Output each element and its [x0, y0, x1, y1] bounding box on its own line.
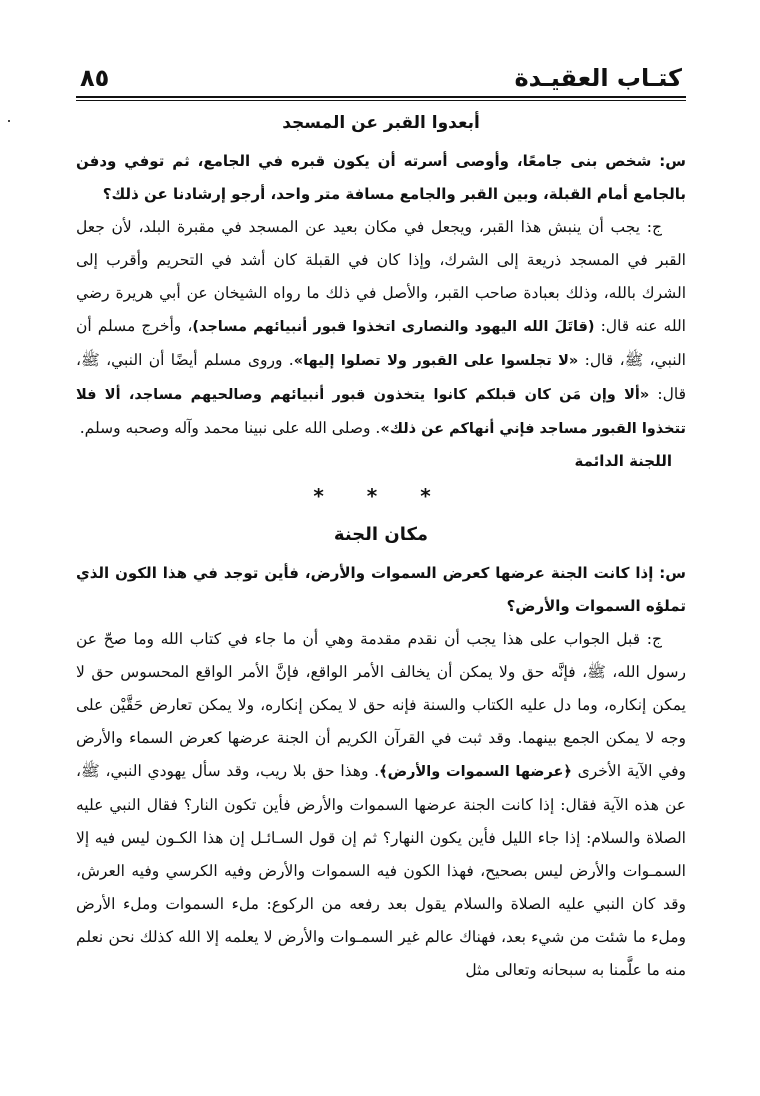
- answer-text: . وصلى الله على نبينا محمد وآله وصحبه وسلم.: [79, 419, 381, 437]
- quran-quote: ﴿عرضها السموات والأرض﴾: [379, 764, 572, 780]
- margin-speck: [8, 120, 10, 122]
- hadith-quote: (قاتَلَ الله اليهود والنصارى اتخذوا قبور أنبيائهم مساجد): [192, 319, 595, 335]
- section-paradise-location: [76, 524, 686, 987]
- hadith-quote: «ألا وإن مَن كان قبلكم كانوا يتخذون قبور أنبيائهم وصالحيهم مساجد، ألا فلا تتخذوا القبور مساجد فإني أنهاكم عن ذلك»: [76, 387, 686, 437]
- answer-text: ، وأخرج مسلم أن النبي، ﷺ، قال:: [76, 317, 686, 369]
- answer-text: . وروى مسلم أيضًا أن النبي، ﷺ، قال:: [76, 351, 686, 403]
- question-paragraph: س: شخص بنى جامعًا، وأوصى أسرته أن يكون قبره في الجامع، ثم توفي ودفن بالجامع أمام القبلة، وبين القبر والجامع مسافة متر واحد، أرجو إرشادنا عن ذلك؟: [76, 152, 686, 203]
- section-title: مكان الجنة: [333, 524, 429, 545]
- answer-paragraph: [76, 623, 686, 987]
- answer-text: . وهذا حق بلا ريب، وقد سأل يهودي النبي، ﷺ، عن هذه الآية فقال: إذا كانت الجنة عرضها السموات والأرض فأين تكون النار؟ فقال النبي عليه الصلاة والسلام: إذا جاء الليل فأين يكون النهار؟ ثم إن قول السـائـل إن هذا الكـون ليس فيه إلا السمـوات والأرض ليس بصحيح، فهذا الكون فيه السموات والأرض وفيه الكرسي وفيه العرش، وقد كان النبي عليه الصلاة والسلام يقول بعد رفعه من الركوع: ملء السموات وملء الأرض وملء ما شئت من شيء بعد، فهناك عالم غير السمـوات والأرض لا يعلمه إلا الله كذلك نحن نعلم منه ما علَّمنا به سبحانه وتعالى مثل: [76, 762, 686, 979]
- header-rule-thin: [76, 100, 686, 101]
- book-title: كتـاب العقيـدة: [514, 64, 682, 92]
- section-grave-mosque: [76, 113, 686, 476]
- committee-signature: اللجنة الدائمة: [574, 452, 672, 470]
- page-number: ٨٥: [80, 64, 110, 92]
- hadith-quote: «لا تجلسوا على القبور ولا تصلوا إليها»: [293, 353, 579, 369]
- header-rule: [76, 96, 686, 98]
- running-header: [76, 58, 686, 92]
- book-page: [76, 58, 686, 987]
- answer-text: ج: يجب أن ينبش هذا القبر، ويجعل في مكان بعيد عن المسجد في مقبرة البلد، لأن جعل القبر في المسجد ذريعة إلى الشرك، وإذا كان في القبلة كان أشد في التحريم وأقرب إلى الشرك بالله، وذلك بعبادة صاحب القبر، والأصل في ذلك ما رواه الشيخان عن أبي هريرة رضي الله عنه قال:: [76, 218, 686, 335]
- answer-text: ج: قبل الجواب على هذا يجب أن نقدم مقدمة وهي أن ما جاء في كتاب الله وما صحّ عن رسول الله، ﷺ، فإنَّه حق ولا يمكن أن يخالف الأمر الواقع، فإنَّ الأمر الواقع المحسوس حق لا يمكن إنكاره، وما دل عليه الكتاب والسنة فإنه حق لا يمكن إنكاره، ولا يمكن تعارض حَقَّيْن على وجه لا يمكن الجمع بينهما. وقد ثبت في القرآن الكريم أن الجنة عرضها كعرض السماء والأرض وفي الآية الأخرى: [76, 630, 687, 780]
- section-title: أبعدوا القبر عن المسجد: [282, 113, 480, 133]
- section-separator: * * *: [313, 484, 449, 508]
- question-paragraph: س: إذا كانت الجنة عرضها كعرض السموات والأرض، فأين توجد في هذا الكون الذي تملؤه السموات والأرض؟: [76, 564, 686, 615]
- answer-paragraph: [76, 211, 686, 446]
